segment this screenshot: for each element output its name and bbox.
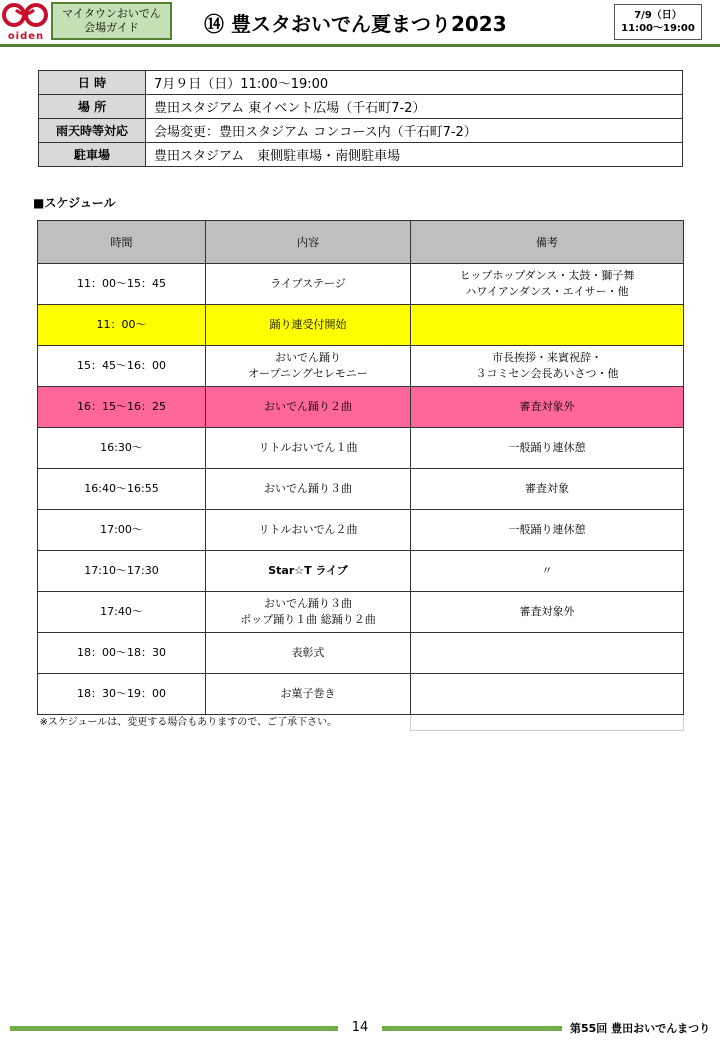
schedule-note bbox=[411, 592, 684, 633]
schedule-content bbox=[206, 346, 411, 387]
schedule-note bbox=[411, 264, 684, 305]
schedule-header-row bbox=[38, 221, 684, 264]
schedule-section-label: ■スケジュール bbox=[33, 196, 116, 210]
content-line: ポップ踊り１曲 総踊り２曲 bbox=[240, 613, 376, 626]
schedule-row bbox=[38, 264, 684, 305]
info-value: 豊田スタジアム 東側駐車場・南側駐車場 bbox=[146, 143, 683, 167]
info-value: 豊田スタジアム 東イベント広場（千石町7-2） bbox=[146, 95, 683, 119]
schedule-content bbox=[206, 387, 411, 428]
schedule-time: 18：00〜18：30 bbox=[38, 633, 206, 674]
info-row bbox=[39, 143, 683, 167]
schedule-time: 11：00〜15：45 bbox=[38, 264, 206, 305]
schedule-time: 17:40〜 bbox=[38, 592, 206, 633]
schedule-note bbox=[411, 633, 684, 674]
column-header-content: 内容 bbox=[206, 221, 411, 264]
info-row bbox=[39, 95, 683, 119]
guide-line1: マイタウンおいでん bbox=[62, 7, 161, 20]
schedule-row bbox=[38, 346, 684, 387]
schedule-note bbox=[411, 428, 684, 469]
header-divider bbox=[0, 44, 720, 47]
content-line: おいでん踊り２曲 bbox=[264, 400, 352, 413]
schedule-time: 16:40〜16:55 bbox=[38, 469, 206, 510]
guide-badge bbox=[51, 2, 172, 40]
column-header-notes: 備考 bbox=[411, 221, 684, 264]
note-line: 審査対象外 bbox=[519, 605, 575, 618]
oiden-logo bbox=[2, 2, 48, 44]
page-number: 14 bbox=[351, 1020, 369, 1035]
note-line: ３コミセン会長あいさつ・他 bbox=[475, 367, 619, 380]
schedule-row bbox=[38, 592, 684, 633]
note-line: 一般踊り連休憩 bbox=[508, 441, 586, 454]
schedule-row bbox=[38, 305, 684, 346]
note-line: 市長挨拶・来賓祝辞・ bbox=[492, 351, 602, 364]
schedule-row bbox=[38, 633, 684, 674]
schedule-content bbox=[206, 264, 411, 305]
schedule-note bbox=[411, 510, 684, 551]
page-title: ⑭ 豊スタおいでん夏まつり2023 bbox=[204, 12, 507, 36]
schedule-row bbox=[38, 674, 684, 715]
info-label: 場 所 bbox=[39, 95, 146, 119]
footer-event-name: 第55回 豊田おいでんまつり bbox=[570, 1022, 711, 1035]
date-badge bbox=[614, 4, 702, 40]
schedule-row bbox=[38, 469, 684, 510]
content-line: お菓子巻き bbox=[280, 687, 336, 700]
schedule-row bbox=[38, 428, 684, 469]
note-line: 〃 bbox=[541, 564, 553, 577]
content-line: リトルおいでん２曲 bbox=[258, 523, 358, 536]
event-date: 7/9（日） bbox=[634, 10, 682, 21]
content-line: おいでん踊り３曲 bbox=[264, 482, 352, 495]
page-header bbox=[0, 0, 720, 46]
info-row bbox=[39, 71, 683, 95]
footer-bar-right bbox=[382, 1026, 562, 1031]
event-time: 11:00〜19:00 bbox=[621, 23, 695, 34]
content-line: オープニングセレモニー bbox=[248, 367, 368, 380]
content-line: おいでん踊り３曲 bbox=[264, 597, 352, 610]
info-row bbox=[39, 119, 683, 143]
content-line: 踊り連受付開始 bbox=[269, 318, 347, 331]
schedule-note bbox=[411, 387, 684, 428]
note-line: ヒップホップダンス・太鼓・獅子舞 bbox=[459, 269, 635, 282]
note-line: 一般踊り連休憩 bbox=[508, 523, 586, 536]
schedule-content bbox=[206, 551, 411, 592]
schedule-note bbox=[411, 346, 684, 387]
info-label: 駐車場 bbox=[39, 143, 146, 167]
content-line: 表彰式 bbox=[291, 646, 325, 659]
schedule-time: 17:00〜 bbox=[38, 510, 206, 551]
info-label: 雨天時等対応 bbox=[39, 119, 146, 143]
footer-bar-left bbox=[10, 1026, 338, 1031]
info-label: 日 時 bbox=[39, 71, 146, 95]
schedule-row bbox=[38, 551, 684, 592]
schedule-footnote: ※スケジュールは、変更する場合もありますので、ご了承下さい。 bbox=[39, 716, 338, 728]
schedule-content bbox=[206, 428, 411, 469]
info-value: 7月９日（日）11:00〜19:00 bbox=[146, 71, 683, 95]
schedule-time: 15：45〜16：00 bbox=[38, 346, 206, 387]
schedule-content bbox=[206, 674, 411, 715]
schedule-row bbox=[38, 387, 684, 428]
content-line: Star☆T ライブ bbox=[268, 564, 348, 577]
schedule-time: 16:30〜 bbox=[38, 428, 206, 469]
schedule-content bbox=[206, 592, 411, 633]
schedule-note bbox=[411, 305, 684, 346]
schedule-content bbox=[206, 633, 411, 674]
content-line: ライブステージ bbox=[270, 277, 346, 290]
schedule-content bbox=[206, 305, 411, 346]
footnote-empty-cell bbox=[411, 715, 684, 731]
info-table bbox=[38, 70, 683, 167]
schedule-content bbox=[206, 469, 411, 510]
logo-text: oiden bbox=[7, 31, 45, 42]
schedule-time: 16：15〜16：25 bbox=[38, 387, 206, 428]
schedule-content bbox=[206, 510, 411, 551]
note-line: 審査対象外 bbox=[519, 400, 575, 413]
schedule-note bbox=[411, 674, 684, 715]
schedule-time: 18：30〜19：00 bbox=[38, 674, 206, 715]
guide-line2: 会場ガイド bbox=[84, 21, 139, 34]
schedule-note bbox=[411, 551, 684, 592]
note-line: 審査対象 bbox=[525, 482, 569, 495]
schedule-footnote-row bbox=[38, 715, 684, 731]
column-header-time: 時間 bbox=[38, 221, 206, 264]
schedule-time: 17:10〜17:30 bbox=[38, 551, 206, 592]
schedule-row bbox=[38, 510, 684, 551]
content-line: おいでん踊り bbox=[275, 351, 341, 364]
schedule-time: 11：00〜 bbox=[38, 305, 206, 346]
schedule-table bbox=[37, 220, 684, 731]
info-value: 会場変更：豊田スタジアム コンコース内（千石町7-2） bbox=[146, 119, 683, 143]
content-line: リトルおいでん１曲 bbox=[258, 441, 358, 454]
note-line: ハワイアンダンス・エイサー・他 bbox=[465, 285, 629, 298]
schedule-note bbox=[411, 469, 684, 510]
